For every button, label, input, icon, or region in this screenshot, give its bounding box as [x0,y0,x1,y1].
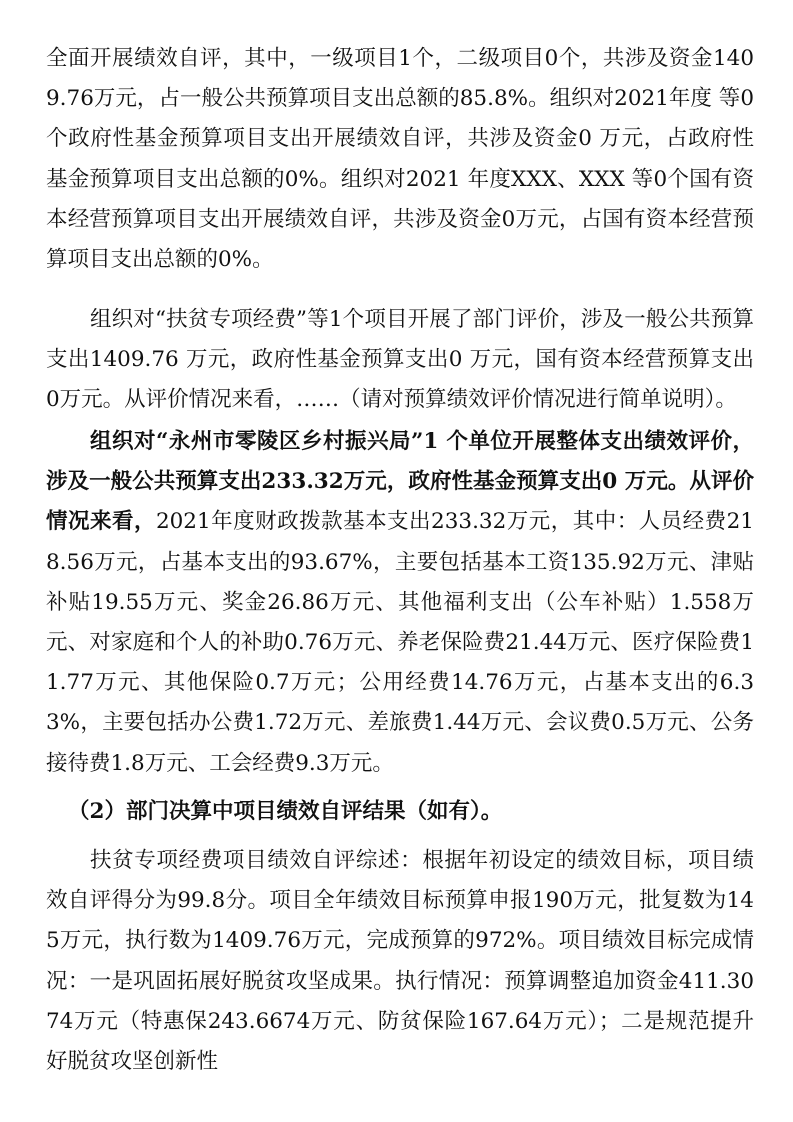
overall-evaluation-bold-lead: 组织对“永州市零陵区乡村振兴局”1 个单位开展整体支出绩效评价，涉及一般公共预算支出233.32万元，政府性基金预算支出0 万元。从评价情况来看， [46,429,754,535]
section-heading-project-self-evaluation: （2）部门决算中项目绩效自评结果（如有）。 [68,799,503,824]
paragraph-department-evaluation: 组织对“扶贫专项经费”等1个项目开展了部门评价，涉及一般公共预算支出1409.76 万元，政府性基金预算支出0 万元，国有资本经营预算支出0万元。从评价情况来看，……（请对预算绩效评价情况进行简单说明）。 [46,307,754,413]
paragraph-self-evaluation-summary: 全面开展绩效自评，其中，一级项目1个，二级项目0个，共涉及资金1409.76万元，占一般公共预算项目支出总额的85.8%。组织对2021年度 等0个政府性基金预算项目支出开展绩效自评，共涉及资金0 万元，占政府性基金预算项目支出总额的0%。组织对2021 年度XXX、XXX 等0个国有资本经营预算项目支出开展绩效自评，共涉及资金0万元，占国有资本经营预算项目支出总额的0%。 [46,46,754,273]
paragraph-poverty-fund-self-evaluation: 扶贫专项经费项目绩效自评综述：根据年初设定的绩效目标，项目绩效自评得分为99.8分。项目全年绩效目标预算申报190万元，批复数为145万元，执行数为1409.76万元，完成预算的972%。项目绩效目标完成情况：一是巩固拓展好脱贫攻坚成果。执行情况：预算调整追加资金411.3074万元（特惠保243.6674万元、防贫保险167.64万元）；二是规范提升好脱贫攻坚创新性 [46,848,754,1075]
overall-evaluation-detail: 2021年度财政拨款基本支出233.32万元，其中：人员经费218.56万元，占基本支出的93.67%，主要包括基本工资135.92万元、津贴补贴19.55万元、奖金26.86万元、其他福利支出（公车补贴）1.558万元、对家庭和个人的补助0.76万元、养老保险费21.44万元、医疗保险费11.77万元、其他保险0.7万元；公用经费14.76万元，占基本支出的6.33%，主要包括办公费1.72万元、差旅费1.44万元、会议费0.5万元、公务接待费1.8万元、工会经费9.3万元。 [46,509,754,776]
paragraph-overall-expenditure-evaluation [46,422,754,784]
